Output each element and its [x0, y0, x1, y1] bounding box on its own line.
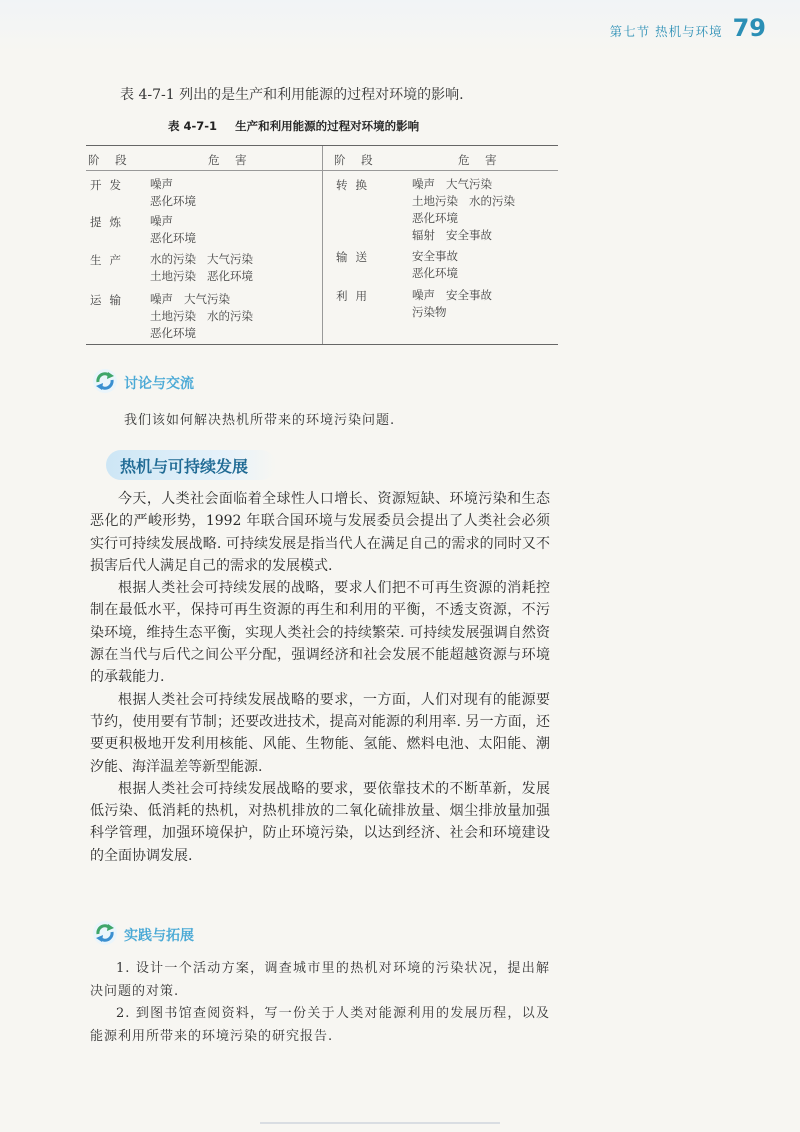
left-hazard-header: 危 害	[208, 153, 253, 167]
paragraph: 根据人类社会可持续发展战略的要求，一方面，人们对现有的能源要节约，使用要有节制；还要改进技术，提高对能源的利用率. 另一方面，还要更积极地开发利用核能、风能、生物能、氢能、燃料电池、太阳能、潮汐能、海洋温差等新型能源.	[90, 691, 550, 775]
practice-item: 2. 到图书馆查阅资料，写一份关于人类对能源利用的发展历程，以及能源利用所带来的环境污染的研究报告.	[90, 1006, 550, 1044]
impact-table	[86, 145, 558, 345]
practice-item: 1. 设计一个活动方案，调查城市里的热机对环境的污染状况，提出解决问题的对策.	[90, 961, 550, 999]
body-text	[90, 488, 550, 867]
table-hazards: 噪声 恶化环境	[150, 177, 196, 208]
table-hazards: 噪声 安全事故 污染物	[412, 288, 492, 319]
table-stage: 开发	[90, 178, 129, 192]
paragraph: 根据人类社会可持续发展战略的要求，要依靠技术的不断革新，发展低污染、低消耗的热机，对热机排放的二氧化硫排放量、烟尘排放量加强科学管理，加强环境保护，防止环境污染，以达到经济、社会和环境建设的全面协调发展.	[90, 780, 550, 864]
left-stage-header: 阶 段	[88, 153, 133, 167]
table-stage: 利用	[336, 289, 375, 303]
right-stage-header: 阶 段	[334, 153, 379, 167]
paragraph: 根据人类社会可持续发展的战略，要求人们把不可再生资源的消耗控制在最低水平，保持可再生资源的再生和利用的平衡，不透支资源，不污染环境，维持生态平衡，实现人类社会的持续繁荣. 可持续发展强调自然资源在当代与后代之间公平分配，强调经济和社会发展不能超越资源与环境的承载能力.	[90, 580, 550, 686]
intro-text: 表 4-7-1 列出的是生产和利用能源的过程对环境的影响.	[120, 87, 464, 103]
table-stage: 生产	[90, 253, 129, 267]
table-hazards: 水的污染 大气污染 土地污染 恶化环境	[150, 252, 253, 283]
table-hazards: 噪声 大气污染 土地污染 水的污染 恶化环境 辐射 安全事故	[412, 177, 515, 242]
table-stage: 运输	[90, 293, 129, 307]
table-stage: 输送	[336, 250, 375, 264]
table-caption-title: 生产和利用能源的过程对环境的影响	[235, 119, 420, 133]
discussion-box-title	[92, 368, 194, 398]
paragraph: 今天，人类社会面临着全球性人口增长、资源短缺、环境污染和生态恶化的严峻形势，1992 年联合国环境与发展委员会提出了人类社会必须实行可持续发展战略. 可持续发展是指当代人在满足自己的需求的同时又不损害后代人满足自己的需求的发展模式.	[90, 491, 550, 574]
table-column-divider	[322, 146, 323, 344]
page-header	[610, 14, 766, 42]
section-heading: 热机与可持续发展	[106, 450, 276, 480]
section-label: 第七节 热机与环境	[609, 24, 723, 39]
table-stage: 提炼	[90, 215, 129, 229]
table-caption-number: 表 4-7-1	[168, 119, 218, 133]
table-hazards: 噪声 恶化环境	[150, 214, 196, 245]
table-hazards: 噪声 大气污染 土地污染 水的污染 恶化环境	[150, 292, 253, 340]
discussion-text: 我们该如何解决热机所带来的环境污染问题.	[124, 413, 396, 428]
practice-items	[90, 958, 550, 1048]
practice-box-title	[92, 920, 194, 950]
cycle-arrows-icon	[92, 920, 118, 950]
table-caption	[168, 118, 588, 134]
discussion-title: 讨论与交流	[124, 376, 194, 392]
bottom-rule	[260, 1122, 500, 1124]
practice-title: 实践与拓展	[124, 928, 194, 944]
cycle-arrows-icon	[92, 368, 118, 398]
table-hazards: 安全事故 恶化环境	[412, 249, 458, 280]
right-hazard-header: 危 害	[458, 153, 503, 167]
page-number: 79	[732, 14, 766, 42]
table-stage: 转换	[336, 178, 375, 192]
